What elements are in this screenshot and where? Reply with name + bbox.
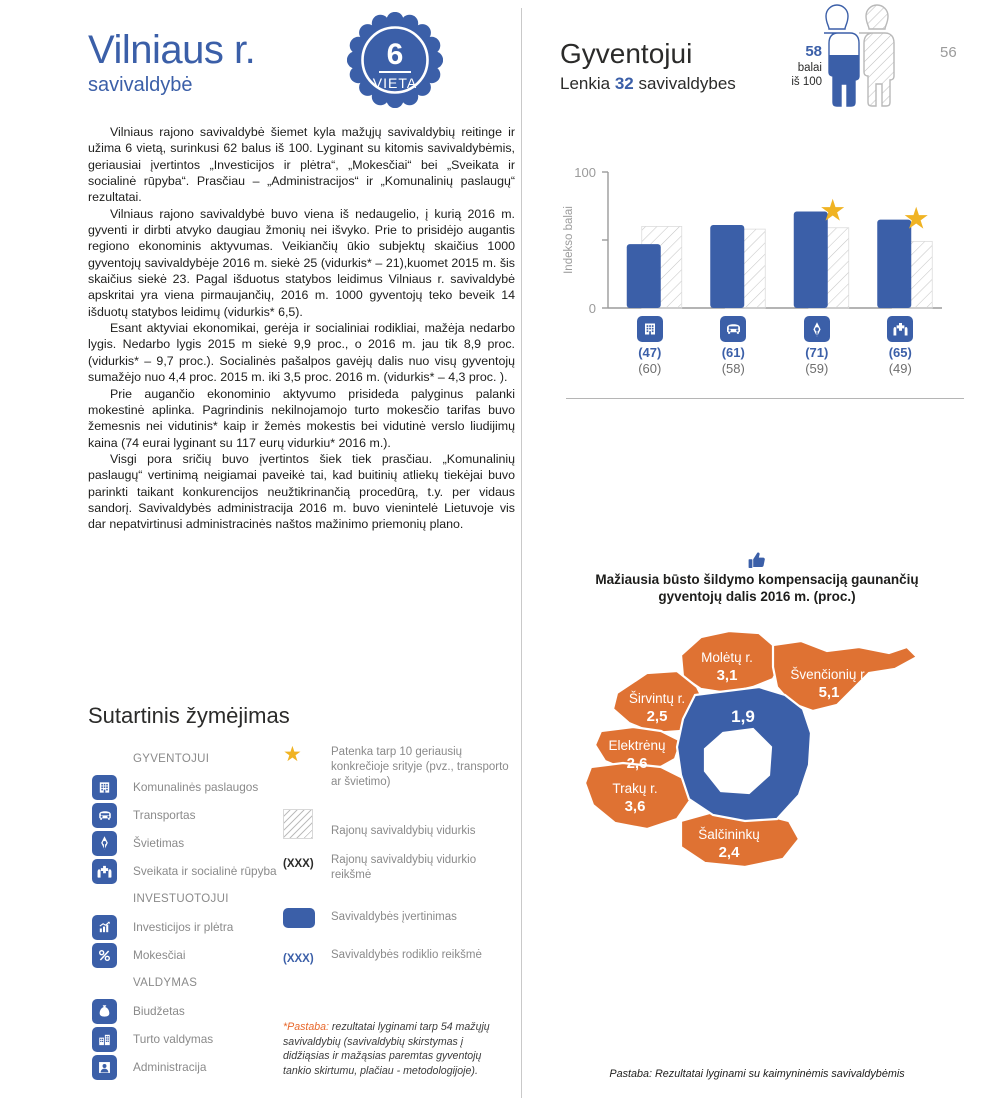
right-column xyxy=(522,0,992,1106)
legend-key-symbol: (XXX) xyxy=(283,858,314,870)
legend-footnote xyxy=(283,1020,511,1078)
category-value-municipality: (71) xyxy=(805,345,829,360)
map-title-line2: gyventojų dalis 2016 m. (proc.) xyxy=(658,589,856,604)
bus-icon xyxy=(92,803,117,828)
article-paragraph: Esant aktyviai ekonomikai, gerėja ir socialiniai rodikliai, mažėja nedarbo lygis. Nedarbo lygis 2015 m siekė 9,9 proc., o 2016 m. jau tik 8,9 proc. (vidurkis* – 9,7 proc.). Socialinės pašalpos gavėjų dalis nuo visų gyventojų sumažėjo nuo 4,4 proc. 2015 m. iki 3,5 proc. 2016 m. (vidurkis* – 4,3 proc. ). xyxy=(88,321,515,385)
page-title: Vilniaus r. xyxy=(88,28,256,72)
legend-group-title: GYVENTOJUI xyxy=(133,753,210,765)
y-tick-label-0: 0 xyxy=(588,301,596,316)
legend-item-label: Švietimas xyxy=(133,836,185,850)
rank-number: 6 xyxy=(386,38,404,71)
person-score-icon xyxy=(824,5,859,106)
legend-key-star xyxy=(283,745,515,790)
article-paragraph: Vilniaus rajono savivaldybė buvo viena iš nedaugelio, į kurią 2016 m. gyventi ir dirbti atvyko daugiau žmonių nei išvyko. Prie to prisidėjo augantis regiono ekonominis aktyvumas. Veikiančių ūkio subjektų skaičius 1000 gyventojų savivaldybėje 2016 m. siekė 25 (vidurkis* – 21),kuomet 2015 m. šis skaičius siekė 23. Pagal išduotus statybos leidimus Vilniaus r. savivaldybė apskritai yra viena pirmaujančių, 2016 m. 1000 gyventojų teko beveik 14 išduotų statybos leidimų (vidurkis* 6,5). xyxy=(88,206,515,319)
legend-item-label: Turto valdymas xyxy=(133,1032,214,1046)
legend-key-label: Savivaldybės rodiklio reikšmė xyxy=(331,949,482,961)
category-cell xyxy=(610,316,690,376)
article-body xyxy=(88,124,515,533)
value-bar xyxy=(710,225,744,308)
top-ten-star-icon: ★ xyxy=(902,202,930,236)
legend-key-list xyxy=(283,745,515,981)
person-comparison-icon xyxy=(859,5,894,106)
value-bar xyxy=(627,244,661,308)
category-value-average: (49) xyxy=(888,361,912,376)
map-region-traku xyxy=(585,763,691,829)
section-subtitle xyxy=(560,74,736,94)
map-note: Pastaba: Rezultatai lyginami su kaimyninėmis savivaldybėmis xyxy=(609,1068,905,1080)
building-icon xyxy=(637,316,663,342)
article-paragraph: Prie augančio ekonominio aktyvumo prisideda palyginus palanki mokestinė aplinka. Pagrindinis nekilnojamojo turto mokesčio tarifas buvo žemesnis nei vidutinis* kaip ir žemės mokestis bei vidutinė verslo liudijimų kaina (74 eurai lyginant su 117 eurų vidurkiu* 2016 m.). xyxy=(88,386,515,450)
category-value-average: (59) xyxy=(805,361,829,376)
map-label-svencioniu: Švenčionių r. xyxy=(790,667,868,682)
category-cell xyxy=(777,316,857,376)
map-title-line1: Mažiausia būsto šildymo kompensaciją gaunančių xyxy=(595,572,919,587)
map-value-moletu: 3,1 xyxy=(716,667,738,684)
map-label-salcininku: Šalčininkų xyxy=(698,827,760,842)
legend-item-label: Investicijos ir plėtra xyxy=(133,920,234,934)
region-map xyxy=(577,607,937,872)
section-title-gyventojui: Gyventojui xyxy=(560,38,693,69)
category-cell xyxy=(860,316,940,376)
map-value-elektrenu: 2,6 xyxy=(626,755,648,772)
score-caption xyxy=(762,61,822,89)
legend-item-sveikata xyxy=(92,857,292,885)
footnote-lead: *Pastaba: xyxy=(283,1021,329,1033)
score-caption-line1: balai xyxy=(797,62,822,74)
category-value-average: (58) xyxy=(721,361,745,376)
map-value-traku: 3,6 xyxy=(624,798,646,815)
building-icon xyxy=(92,775,117,800)
article-paragraph: Visgi pora sričių buvo įvertintos šiek tiek prasčiau. „Komunalinių paslaugų“ vertinimą neigiamai paveikė tai, kad buitinių atliekų tiekėjai buvo parinkti taikant konkurencijos neužtikrinančią procedūrą, t.y. per vidaus sandorį. Savivaldybės administracija 2016 m. buvo vienintelė Lietuvoje vis dar nepatvirtinusi administracinės naštos mažinimo priemonių plano. xyxy=(88,451,515,532)
subtitle-pre: Lenkia xyxy=(560,74,615,93)
top-ten-star-icon: ★ xyxy=(819,194,847,228)
page-subtitle: savivaldybė xyxy=(88,74,193,96)
legend-key-label: Savivaldybės įvertinimas xyxy=(331,911,457,923)
bus-icon xyxy=(720,316,746,342)
category-value-average: (60) xyxy=(638,361,662,376)
people-pictogram xyxy=(800,2,990,132)
legend-key-blue xyxy=(283,907,515,928)
legend-icon-list xyxy=(92,745,292,1081)
category-value-municipality: (47) xyxy=(638,345,662,360)
legend-item-turto-valdymas xyxy=(92,1025,292,1053)
legend-group-title: VALDYMAS xyxy=(133,977,198,989)
index-bar-chart xyxy=(542,160,972,390)
buildings-asset-icon xyxy=(92,1027,117,1052)
subtitle-post: savivaldybes xyxy=(633,74,736,93)
pen-nib-icon xyxy=(804,316,830,342)
person-admin-icon xyxy=(92,1055,117,1080)
map-value-svencioniu: 5,1 xyxy=(818,684,840,701)
pen-nib-icon xyxy=(92,831,117,856)
y-axis-label: Indekso balai xyxy=(563,206,575,274)
rank-badge xyxy=(347,12,443,108)
legend-item-label: Komunalinės paslaugos xyxy=(133,780,259,794)
footnote-text: rezultatai lyginami tarp 54 mažųjų savivaldybių (savivaldybių skirstymas į didžiąsias ir mažąsias paremtas gyventojų tankio skirtumu, plačiau - metodologijoje). xyxy=(283,1021,490,1077)
legend-item-label: Biudžetas xyxy=(133,1004,185,1018)
percent-icon xyxy=(92,943,117,968)
money-bag-icon xyxy=(92,999,117,1024)
legend-heading: Sutartinis žymėjimas xyxy=(88,703,290,728)
title-block xyxy=(88,28,255,97)
article-paragraph: Vilniaus rajono savivaldybė šiemet kyla mažųjų savivaldybių reitinge ir užima 6 vietą, surinkusi 62 balus iš 100. Lyginant su kitomis savivaldybėmis, geriausiai įvertintos „Investicijos ir plėtra“, „Mokesčiai“ bei „Sveikata ir socialinė rūpyba“. Prasčiau – „Administracijos“ ir „Komunalinių paslaugų“ rezultatai. xyxy=(88,125,515,205)
map-value-salcininku: 2,4 xyxy=(718,844,740,861)
legend-key-avg-value xyxy=(283,853,515,883)
legend-key-label: Rajonų savivaldybių vidurkis xyxy=(331,825,476,837)
legend-item-label: Transportas xyxy=(133,808,196,822)
map-label-elektrenu: Elektrėnų xyxy=(608,738,666,753)
legend-item-administracija xyxy=(92,1053,292,1081)
category-value-municipality: (65) xyxy=(888,345,912,360)
legend-key-label: Rajonų savivaldybių vidurkio reikšmė xyxy=(331,854,477,881)
legend-item-mokesciai xyxy=(92,941,292,969)
subtitle-number: 32 xyxy=(614,74,634,93)
map-title xyxy=(542,571,972,605)
bars-group xyxy=(627,211,933,308)
legend-item-label: Mokesčiai xyxy=(133,948,186,962)
legend-group-title: INVESTUOTOJUI xyxy=(133,893,229,905)
health-hands-icon xyxy=(887,316,913,342)
legend-item-label: Sveikata ir socialinė rūpyba xyxy=(133,864,277,878)
map-value-vilniaus-r: 1,9 xyxy=(731,707,755,726)
legend-item-investicijos xyxy=(92,913,292,941)
map-label-moletu: Molėtų r. xyxy=(701,650,753,665)
map-label-traku: Trakų r. xyxy=(612,781,658,796)
rank-label: VIETA xyxy=(372,75,418,91)
category-value-municipality: (61) xyxy=(721,345,745,360)
legend-key-symbol: (XXX) xyxy=(283,953,314,965)
map-section xyxy=(522,545,992,885)
star-icon: ★ xyxy=(283,743,302,766)
legend-key-label: Patenka tarp 10 geriausių konkrečioje srityje (pvz., transporto ar švietimo) xyxy=(331,746,509,788)
section-separator xyxy=(566,398,964,399)
category-cell xyxy=(693,316,773,376)
legend-item-svietimas xyxy=(92,829,292,857)
legend-item-label: Administracija xyxy=(133,1060,207,1074)
y-tick-label-100: 100 xyxy=(574,165,596,180)
map-label-sirvintu: Širvintų r. xyxy=(628,691,686,706)
legend-key-muni-value xyxy=(283,948,515,967)
score-comparison-value: 56 xyxy=(940,44,957,61)
growth-chart-icon xyxy=(92,915,117,940)
score-value: 58 xyxy=(805,43,822,60)
blue-swatch-icon xyxy=(283,907,331,928)
map-value-sirvintu: 2,5 xyxy=(646,708,668,725)
legend-item-biudzetas xyxy=(92,997,292,1025)
score-caption-line2: iš 100 xyxy=(791,76,822,88)
health-hands-icon xyxy=(92,859,117,884)
legend-item-komunalines-paslaugos xyxy=(92,773,292,801)
legend-key-hatch xyxy=(283,808,515,839)
legend-item-transportas xyxy=(92,801,292,829)
hatch-swatch-icon xyxy=(283,808,331,839)
